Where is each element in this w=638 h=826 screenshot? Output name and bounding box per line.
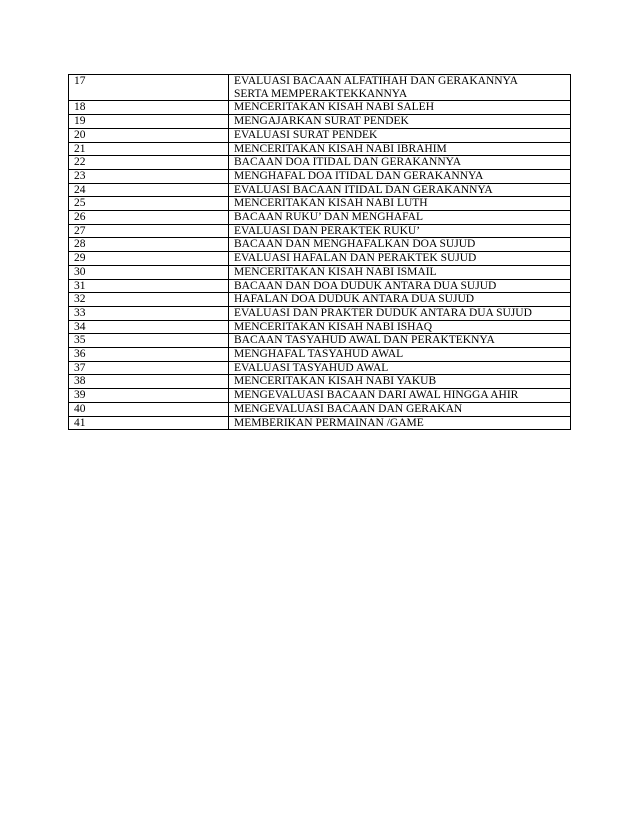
row-number-cell: 28 bbox=[69, 238, 229, 252]
row-number-cell: 37 bbox=[69, 361, 229, 375]
table-row bbox=[69, 402, 571, 416]
row-number-cell: 20 bbox=[69, 128, 229, 142]
table-row bbox=[69, 142, 571, 156]
activity-cell: MENGEVALUASI BACAAN DARI AWAL HINGGA AHIR bbox=[229, 389, 571, 403]
table-row bbox=[69, 238, 571, 252]
table-row bbox=[69, 320, 571, 334]
table-row bbox=[69, 115, 571, 129]
activity-cell: MENCERITAKAN KISAH NABI SALEH bbox=[229, 101, 571, 115]
row-number-cell: 38 bbox=[69, 375, 229, 389]
row-number-cell: 25 bbox=[69, 197, 229, 211]
row-number-cell: 33 bbox=[69, 306, 229, 320]
row-number-cell: 18 bbox=[69, 101, 229, 115]
activity-cell: EVALUASI DAN PRAKTER DUDUK ANTARA DUA SUJUD bbox=[229, 306, 571, 320]
table-row bbox=[69, 197, 571, 211]
table-row bbox=[69, 334, 571, 348]
table-row bbox=[69, 169, 571, 183]
activity-cell: EVALUASI DAN PERAKTEK RUKU’ bbox=[229, 224, 571, 238]
row-number-cell: 31 bbox=[69, 279, 229, 293]
activity-cell: MENCERITAKAN KISAH NABI ISMAIL bbox=[229, 265, 571, 279]
row-number-cell: 41 bbox=[69, 416, 229, 430]
table-row bbox=[69, 279, 571, 293]
table-row bbox=[69, 156, 571, 170]
activity-cell: MENGAJARKAN SURAT PENDEK bbox=[229, 115, 571, 129]
row-number-cell: 29 bbox=[69, 252, 229, 266]
row-number-cell: 24 bbox=[69, 183, 229, 197]
row-number-cell: 35 bbox=[69, 334, 229, 348]
row-number-cell: 30 bbox=[69, 265, 229, 279]
table-row bbox=[69, 101, 571, 115]
row-number-cell: 17 bbox=[69, 75, 229, 101]
row-number-cell: 23 bbox=[69, 169, 229, 183]
activity-cell: EVALUASI SURAT PENDEK bbox=[229, 128, 571, 142]
table-row bbox=[69, 128, 571, 142]
table-row bbox=[69, 224, 571, 238]
row-number-cell: 34 bbox=[69, 320, 229, 334]
table-row bbox=[69, 389, 571, 403]
activity-cell: EVALUASI BACAAN ALFATIHAH DAN GERAKANNYA SERTA MEMPERAKTEKKANNYA bbox=[229, 75, 571, 101]
table-row bbox=[69, 306, 571, 320]
activity-cell: BACAAN DOA ITIDAL DAN GERAKANNYA bbox=[229, 156, 571, 170]
table-row bbox=[69, 348, 571, 362]
table-row bbox=[69, 416, 571, 430]
table-row bbox=[69, 265, 571, 279]
activity-cell: BACAAN DAN DOA DUDUK ANTARA DUA SUJUD bbox=[229, 279, 571, 293]
activity-cell: MEMBERIKAN PERMAINAN /GAME bbox=[229, 416, 571, 430]
table-row bbox=[69, 293, 571, 307]
row-number-cell: 27 bbox=[69, 224, 229, 238]
table-row bbox=[69, 211, 571, 225]
activity-cell: EVALUASI HAFALAN DAN PERAKTEK SUJUD bbox=[229, 252, 571, 266]
table-row bbox=[69, 361, 571, 375]
table-row bbox=[69, 183, 571, 197]
activity-cell: MENGHAFAL TASYAHUD AWAL bbox=[229, 348, 571, 362]
activity-cell: MENGHAFAL DOA ITIDAL DAN GERAKANNYA bbox=[229, 169, 571, 183]
activity-cell: MENGEVALUASI BACAAN DAN GERAKAN bbox=[229, 402, 571, 416]
activity-cell: MENCERITAKAN KISAH NABI LUTH bbox=[229, 197, 571, 211]
activity-cell: BACAAN RUKU’ DAN MENGHAFAL bbox=[229, 211, 571, 225]
activity-table bbox=[68, 74, 571, 430]
row-number-cell: 19 bbox=[69, 115, 229, 129]
table-row bbox=[69, 75, 571, 101]
activity-cell: MENCERITAKAN KISAH NABI YAKUB bbox=[229, 375, 571, 389]
row-number-cell: 22 bbox=[69, 156, 229, 170]
row-number-cell: 21 bbox=[69, 142, 229, 156]
activity-cell: MENCERITAKAN KISAH NABI IBRAHIM bbox=[229, 142, 571, 156]
activity-cell: EVALUASI TASYAHUD AWAL bbox=[229, 361, 571, 375]
activity-cell: EVALUASI BACAAN ITIDAL DAN GERAKANNYA bbox=[229, 183, 571, 197]
activity-table-body bbox=[69, 75, 571, 430]
activity-cell: MENCERITAKAN KISAH NABI ISHAQ bbox=[229, 320, 571, 334]
table-row bbox=[69, 252, 571, 266]
activity-cell: HAFALAN DOA DUDUK ANTARA DUA SUJUD bbox=[229, 293, 571, 307]
row-number-cell: 32 bbox=[69, 293, 229, 307]
activity-cell: BACAAN DAN MENGHAFALKAN DOA SUJUD bbox=[229, 238, 571, 252]
row-number-cell: 40 bbox=[69, 402, 229, 416]
table-row bbox=[69, 375, 571, 389]
row-number-cell: 26 bbox=[69, 211, 229, 225]
activity-cell: BACAAN TASYAHUD AWAL DAN PERAKTEKNYA bbox=[229, 334, 571, 348]
row-number-cell: 39 bbox=[69, 389, 229, 403]
row-number-cell: 36 bbox=[69, 348, 229, 362]
